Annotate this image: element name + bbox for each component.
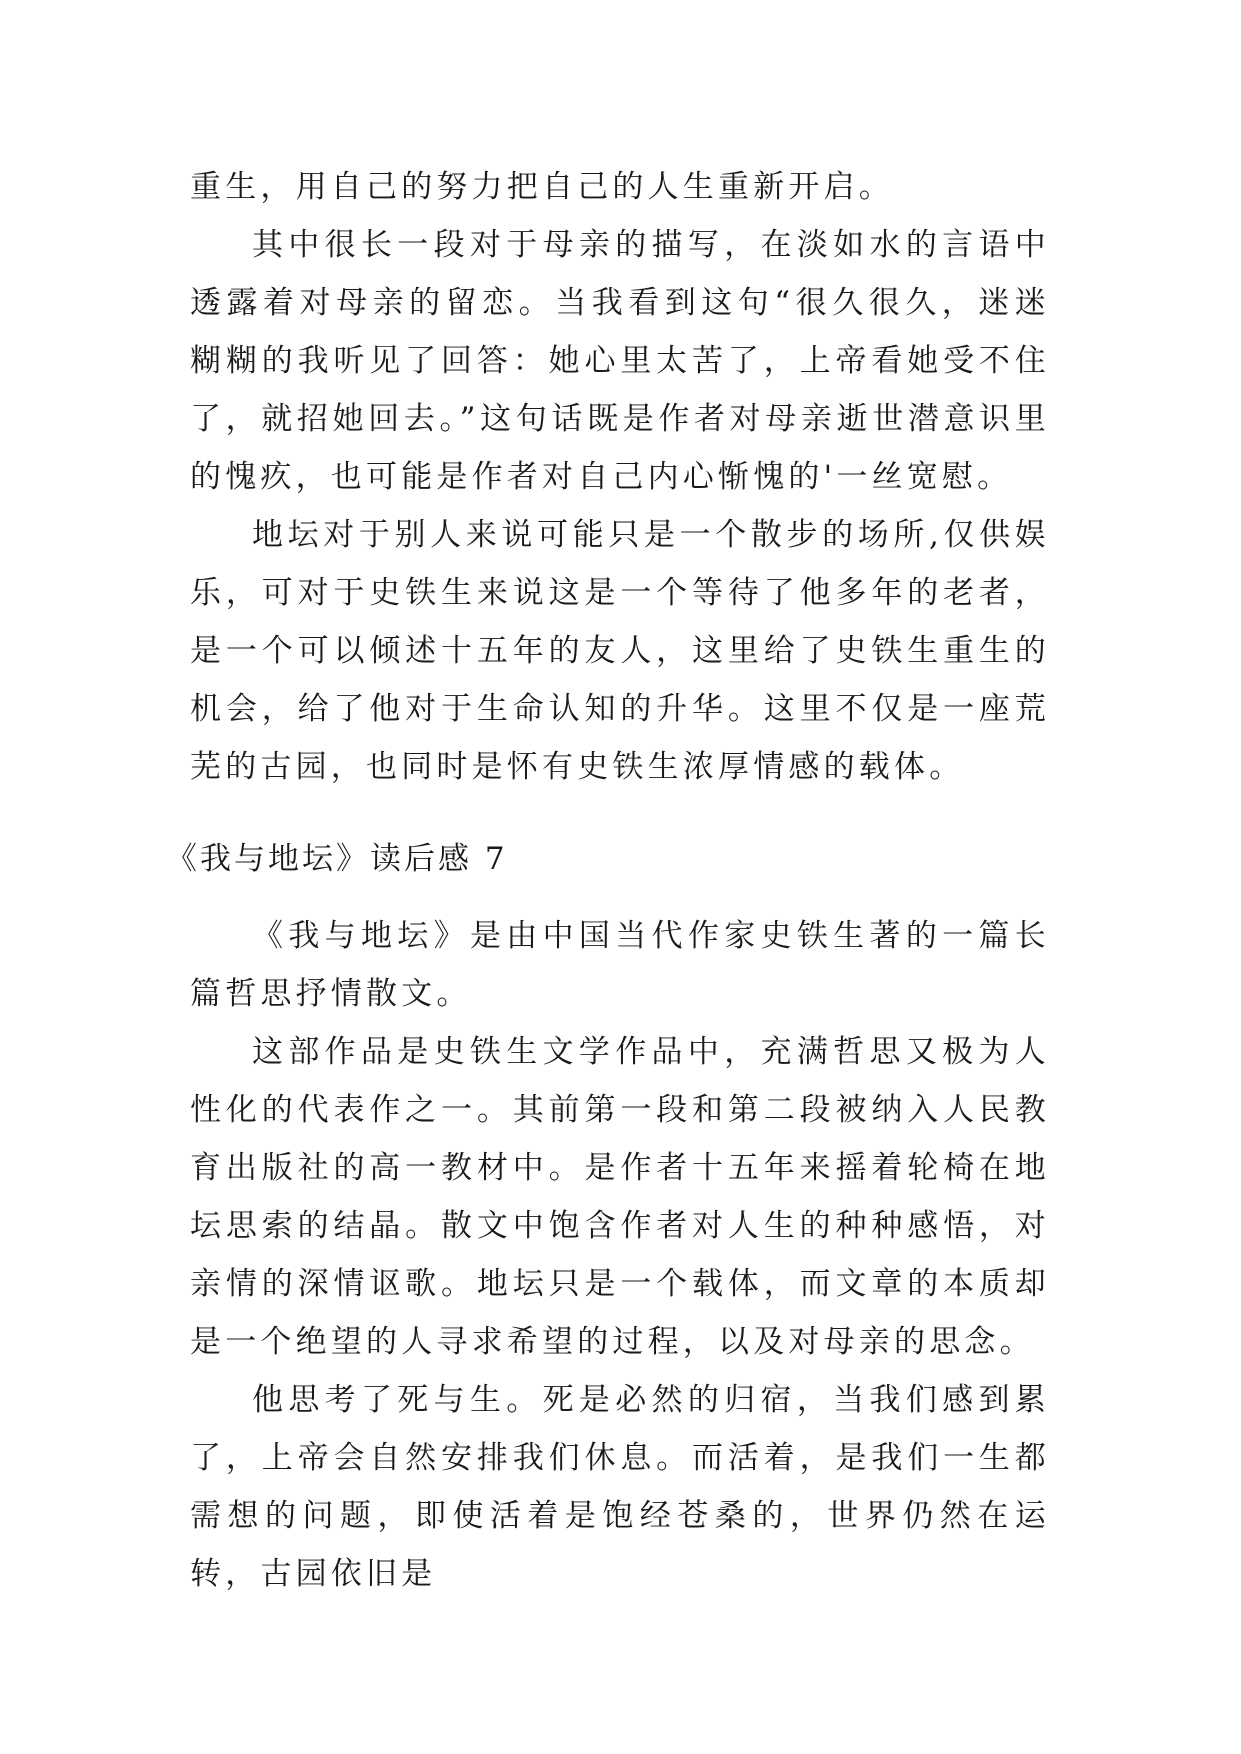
paragraph-life-and-death: 他思考了死与生。死是必然的归宿，当我们感到累了，上帝会自然安排我们休息。而活着，是我们一生都需想的问题，即使活着是饱经苍桑的，世界仍然在运转，古园依旧是 <box>190 1382 1050 1592</box>
paragraph-ditan-meaning: 地坛对于别人来说可能只是一个散步的场所,仅供娱乐，可对于史铁生来说这是一个等待了他多年的老者，是一个可以倾述十五年的友人，这里给了史铁生重生的机会，给了他对于生命认知的升华。这里不仅是一座荒芜的古园，也同时是怀有史铁生浓厚情感的载体。 <box>190 517 1050 785</box>
section-a-text <box>190 158 1050 796</box>
paragraph-mother-description: 其中很长一段对于母亲的描写，在淡如水的言语中透露着对母亲的留恋。当我看到这句“很久很久，迷迷糊糊的我听见了回答：她心里太苦了，上帝看她受不住了，就招她回去。”这句话既是作者对母亲逝世潜意识里的愧疚，也可能是作者对自己内心惭愧的'一丝宽慰。 <box>190 227 1050 495</box>
paragraph-continuation: 重生，用自己的努力把自己的人生重新开启。 <box>190 169 894 205</box>
section-heading: 《我与地坛》读后感 7 <box>166 841 508 877</box>
section-b-text <box>190 907 1050 1603</box>
paragraph-representative-work: 这部作品是史铁生文学作品中，充满哲思又极为人性化的代表作之一。其前第一段和第二段被纳入人民教育出版社的高一教材中。是作者十五年来摇着轮椅在地坛思索的结晶。散文中饱含作者对人生的种种感悟，对亲情的深情讴歌。地坛只是一个载体，而文章的本质却是一个绝望的人寻求希望的过程，以及对母亲的思念。 <box>190 1034 1050 1360</box>
paragraph-introduction: 《我与地坛》是由中国当代作家史铁生著的一篇长篇哲思抒情散文。 <box>190 918 1050 1012</box>
